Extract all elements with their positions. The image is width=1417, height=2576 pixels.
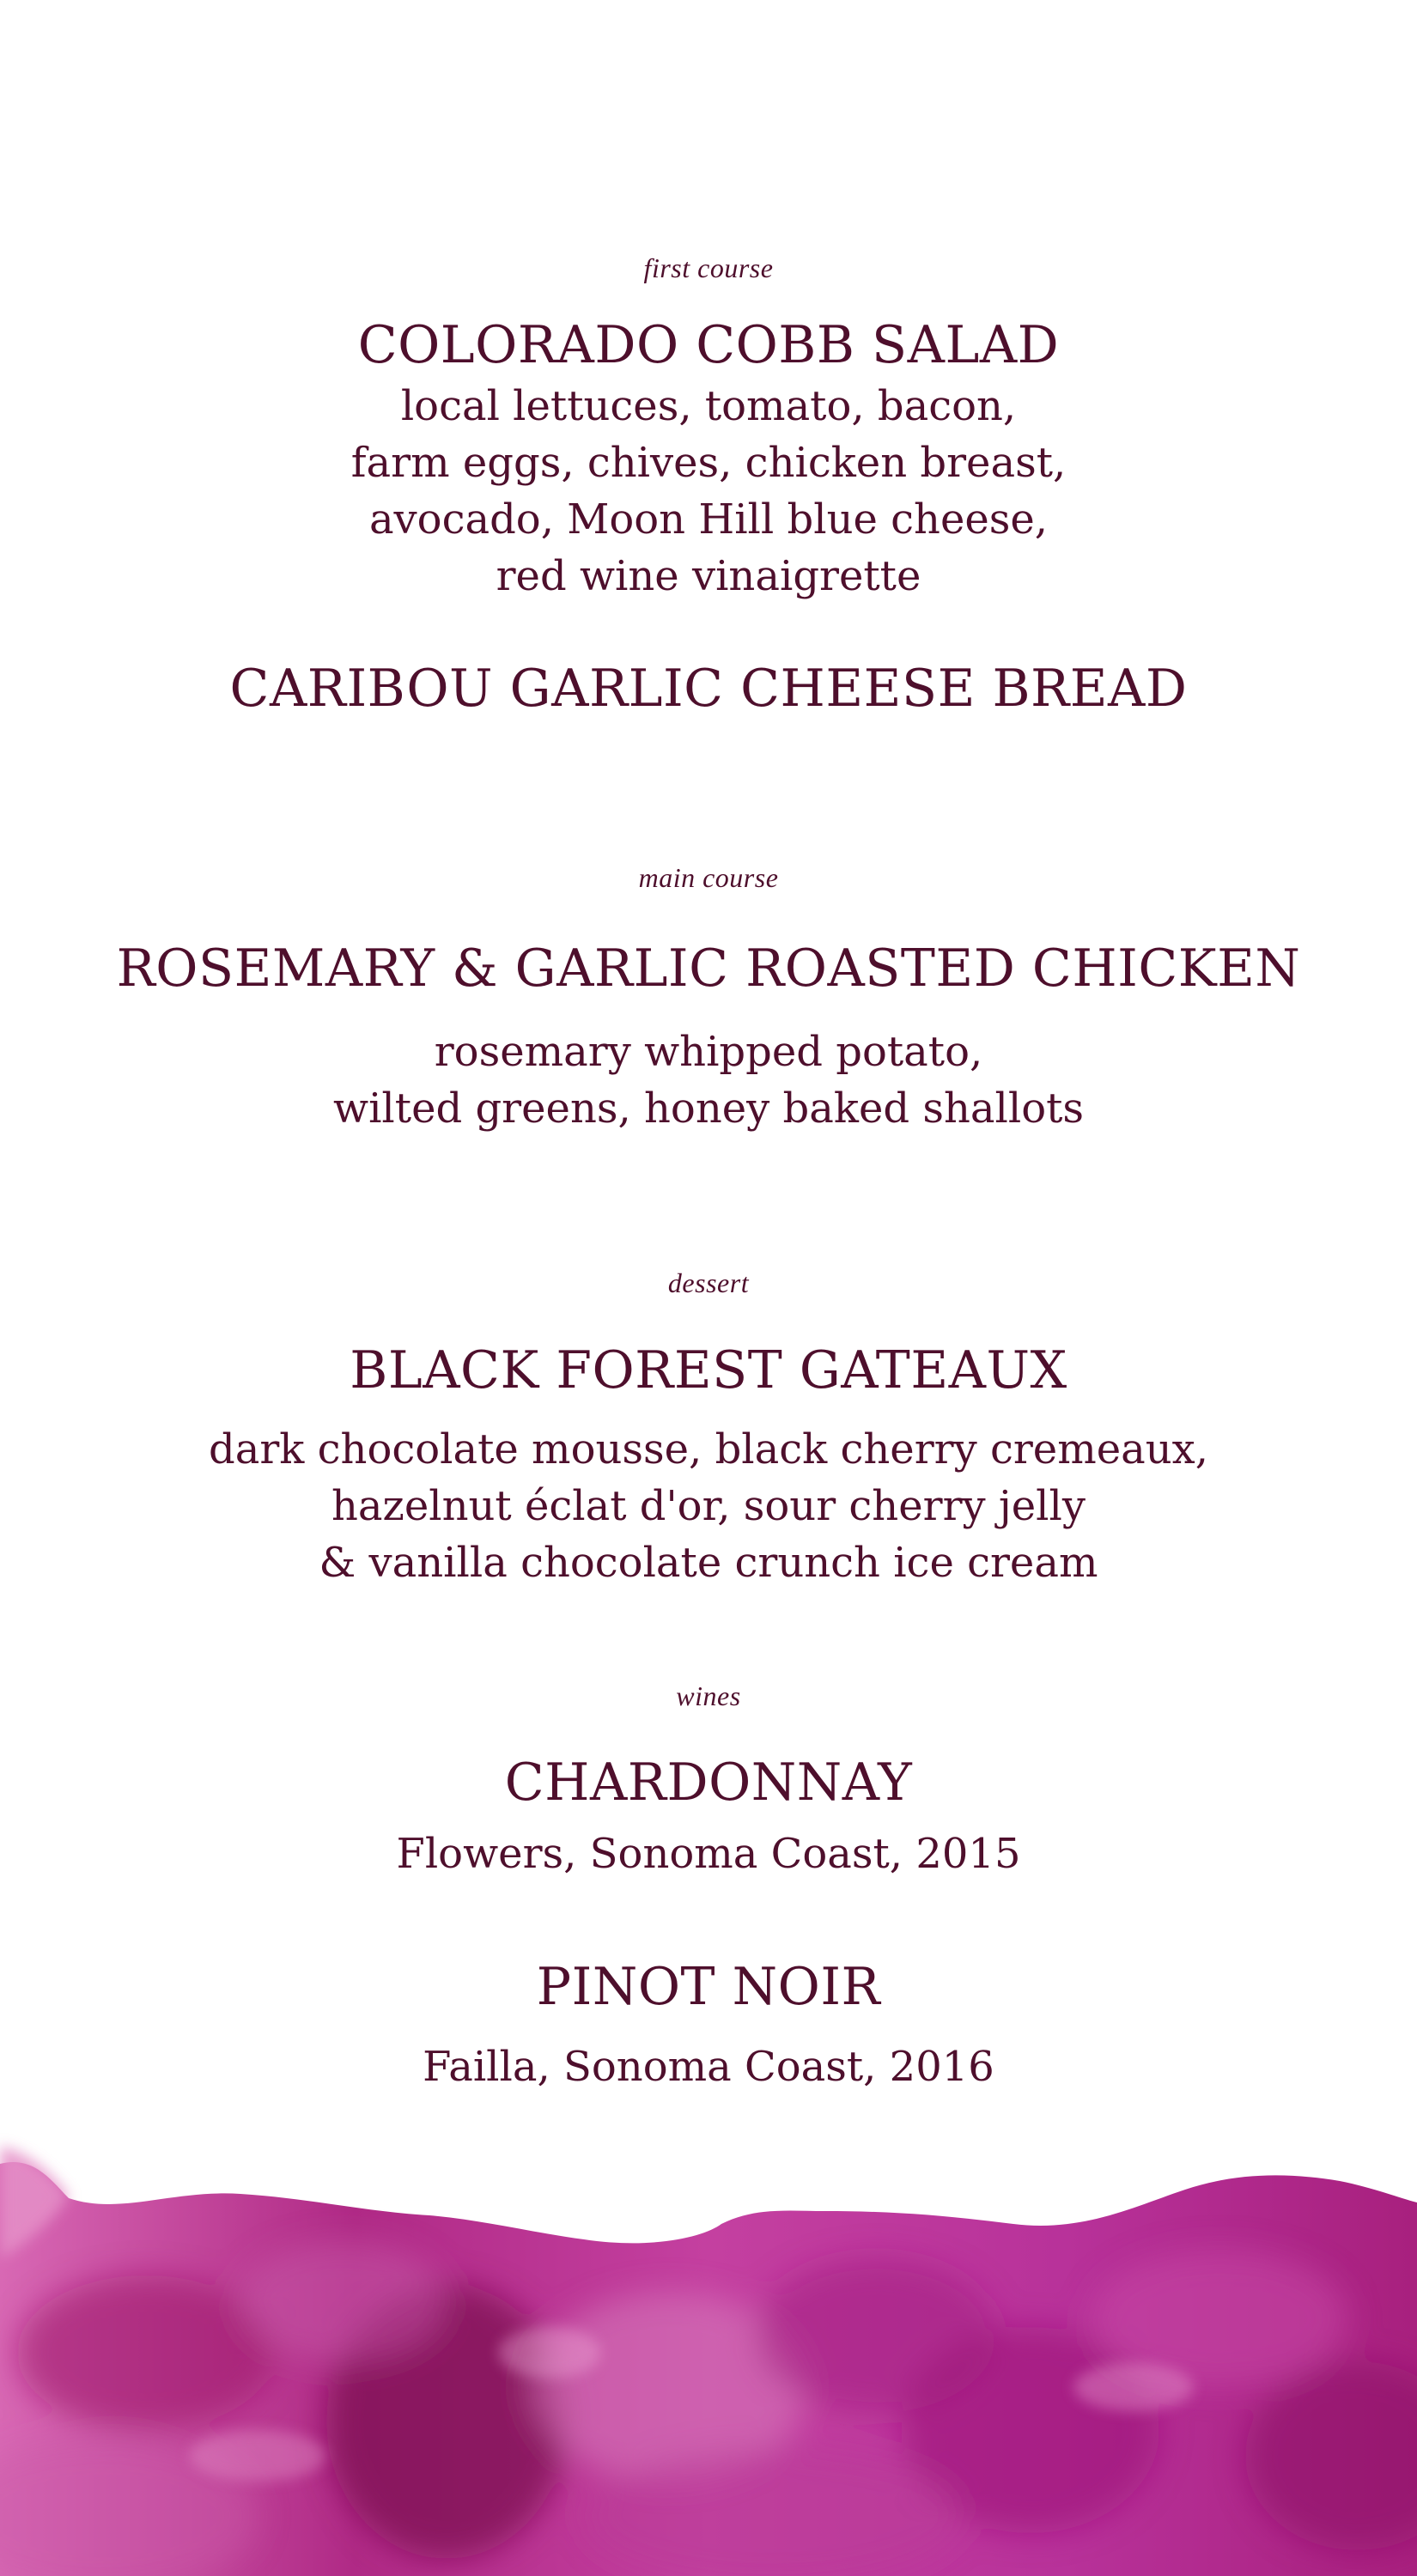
wine-description-pinot-noir	[0, 2038, 1417, 2095]
section-label-first-course: first course	[643, 252, 774, 283]
dish-title-roasted-chicken: ROSEMARY & GARLIC ROASTED CHICKEN	[116, 939, 1301, 999]
dish-description-black-forest-gateaux	[0, 1421, 1417, 1591]
section-label-main-course: main course	[638, 862, 779, 893]
description-line: local lettuces, tomato, bacon,	[400, 382, 1017, 430]
wine-title-chardonnay: CHARDONNAY	[504, 1753, 913, 1813]
description-line: wilted greens, honey baked shallots	[332, 1084, 1085, 1133]
dish-description-cobb-salad	[0, 378, 1417, 605]
dish-description-roasted-chicken	[0, 1024, 1417, 1137]
dish-title-cobb-salad: COLORADO COBB SALAD	[357, 315, 1060, 375]
description-line: farm eggs, chives, chicken breast,	[350, 439, 1067, 487]
watercolor-wash-decoration	[0, 2129, 1417, 2576]
dish-title-black-forest-gateaux: BLACK FOREST GATEAUX	[350, 1340, 1067, 1400]
dish-title-cheese-bread: CARIBOU GARLIC CHEESE BREAD	[229, 659, 1188, 719]
description-line: red wine vinaigrette	[496, 552, 921, 600]
wine-description-chardonnay	[0, 1826, 1417, 1882]
wine-title-pinot-noir: PINOT NOIR	[536, 1957, 881, 2017]
description-line: dark chocolate mousse, black cherry cremeaux,	[209, 1425, 1208, 1473]
description-line: hazelnut éclat d'or, sour cherry jelly	[331, 1482, 1086, 1530]
description-line: rosemary whipped potato,	[434, 1028, 983, 1076]
description-line: Failla, Sonoma Coast, 2016	[423, 2043, 994, 2091]
section-label-dessert: dessert	[667, 1267, 750, 1298]
description-line: avocado, Moon Hill blue cheese,	[368, 495, 1049, 544]
description-line: & vanilla chocolate crunch ice cream	[319, 1539, 1098, 1587]
description-line: Flowers, Sonoma Coast, 2015	[396, 1830, 1021, 1878]
section-label-wines: wines	[676, 1680, 741, 1711]
